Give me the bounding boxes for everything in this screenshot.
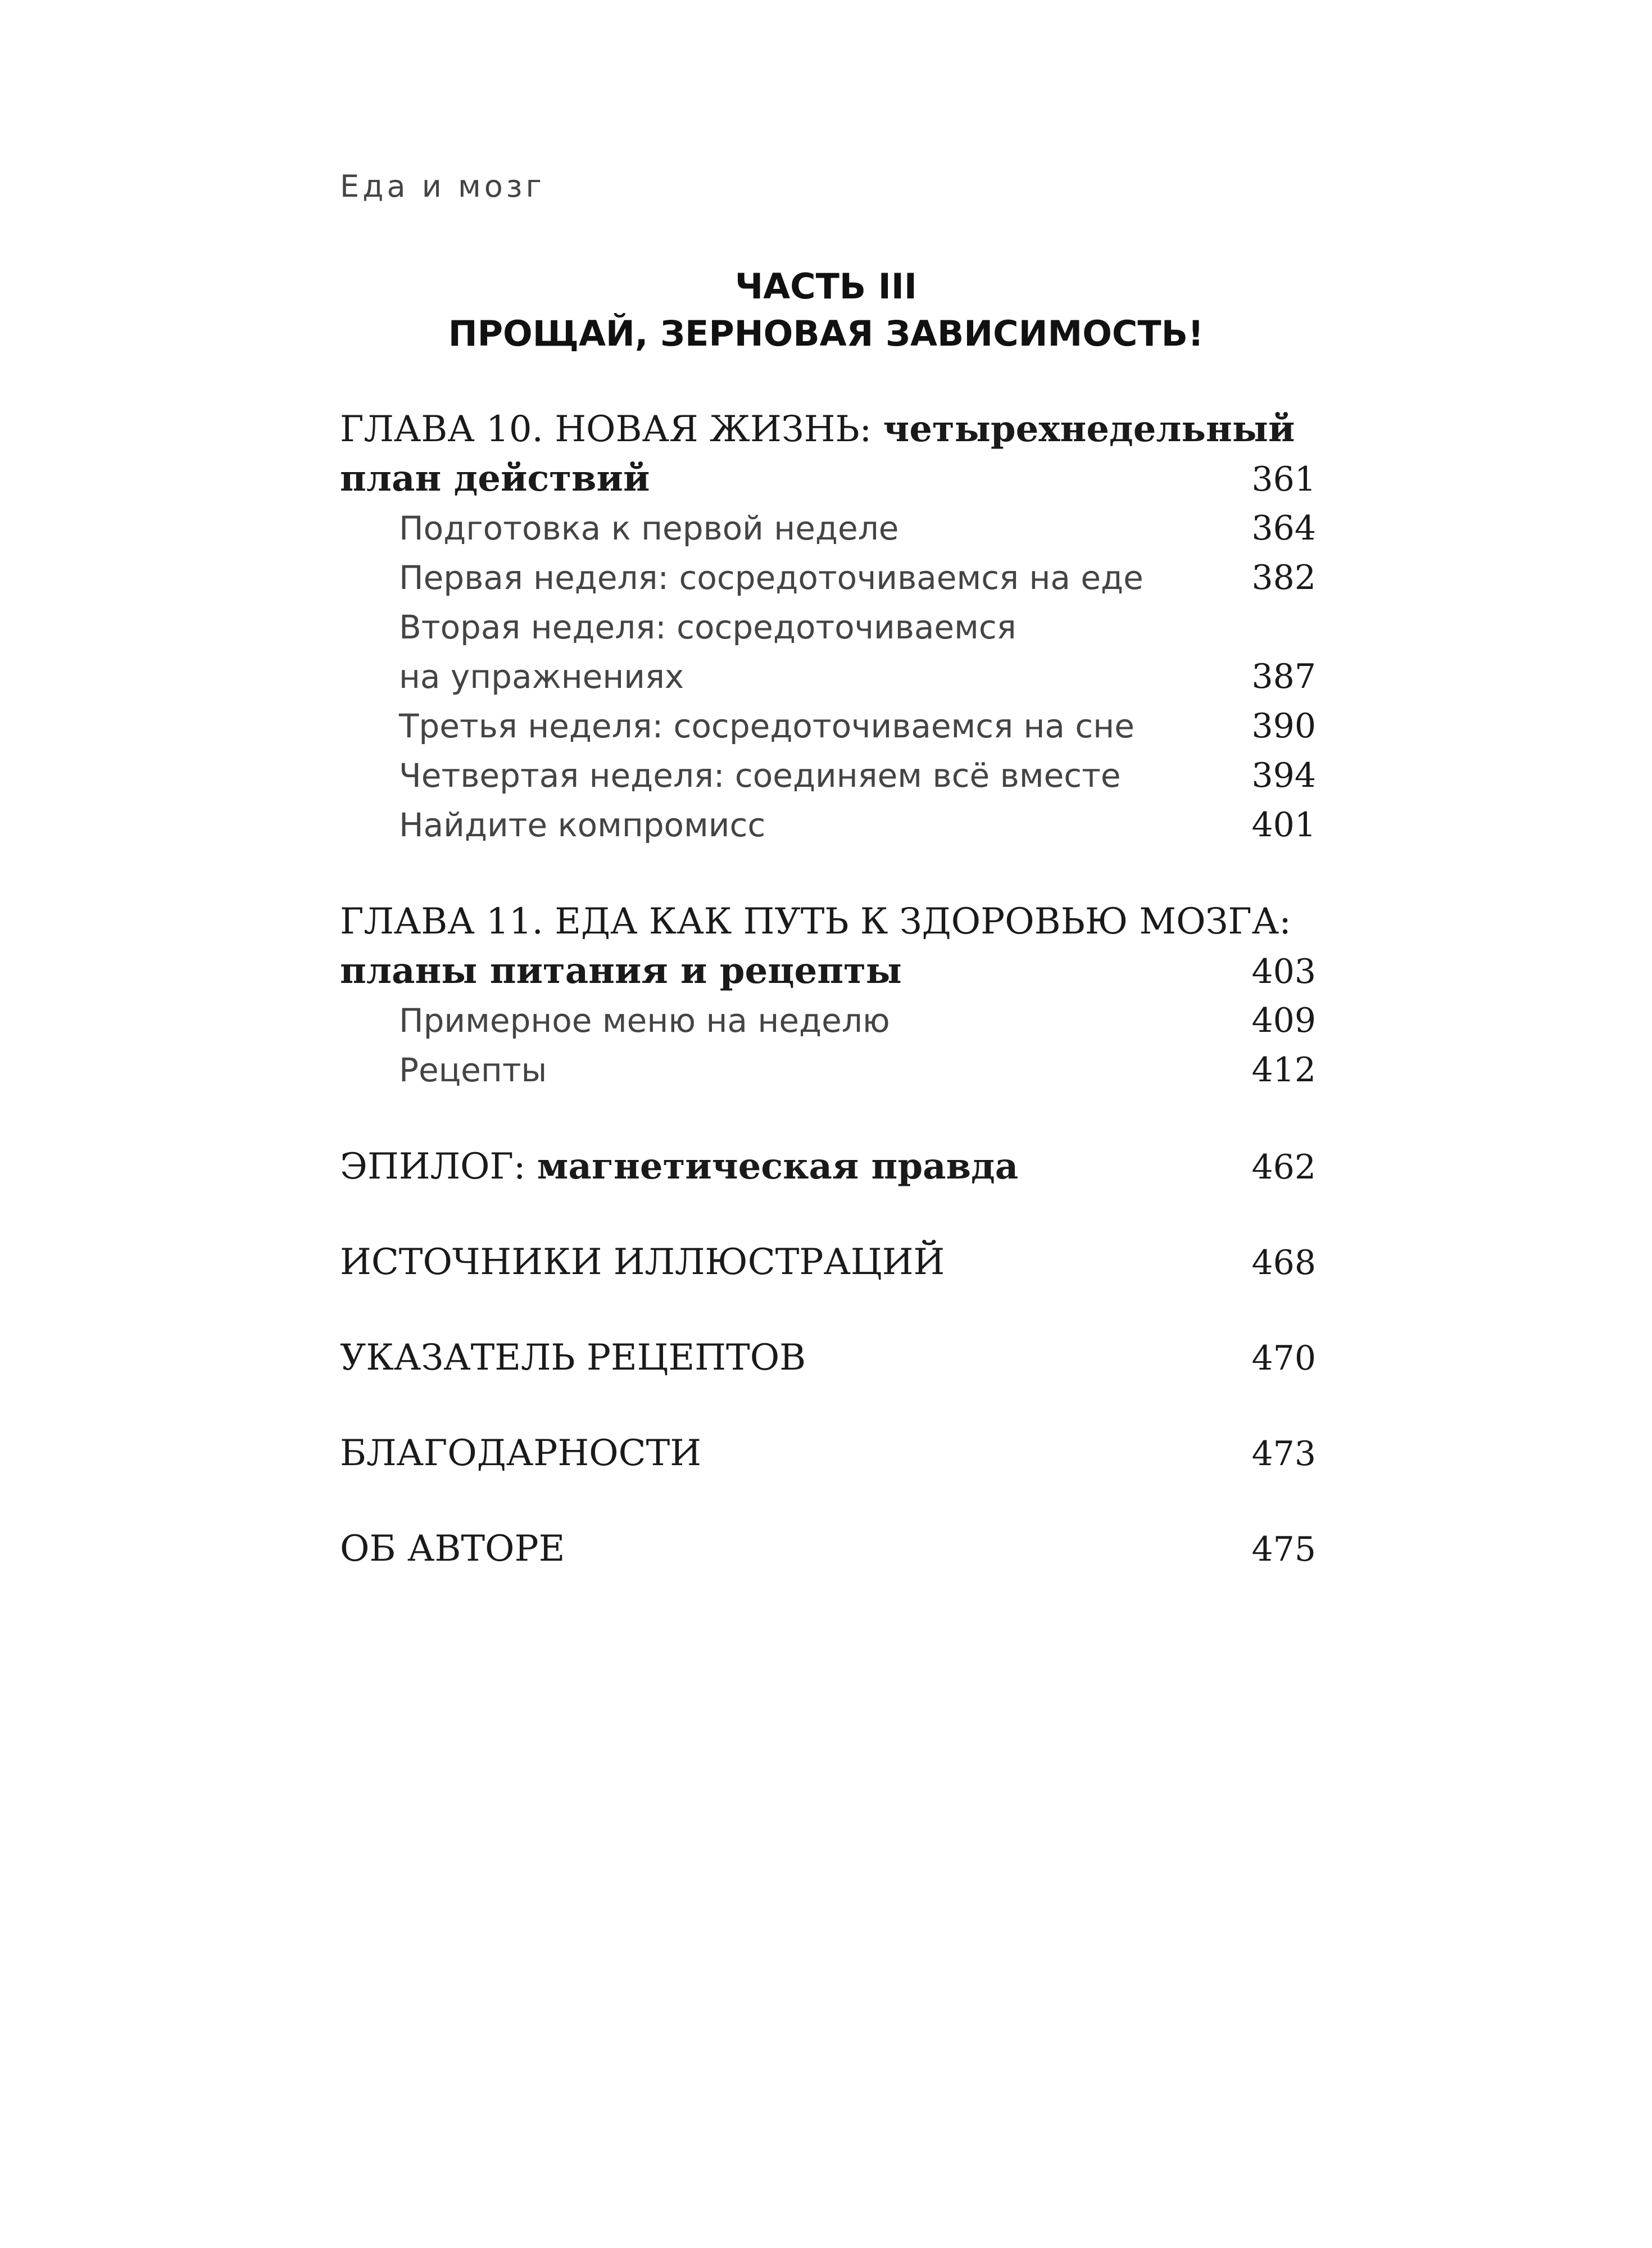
toc-entry-about-author bbox=[340, 1524, 1316, 1574]
toc-section-row bbox=[340, 504, 1316, 553]
page-number: 390 bbox=[1251, 706, 1316, 746]
section-title: Первая неделя: сосредоточиваемся на еде bbox=[399, 559, 1143, 597]
entry-title-caps: УКАЗАТЕЛЬ РЕЦЕПТОВ bbox=[340, 1337, 806, 1379]
page-number: 475 bbox=[1251, 1530, 1316, 1569]
section-title: Третья неделя: сосредоточиваемся на сне bbox=[399, 707, 1134, 745]
chapter-title-lower: планы питания и рецепты bbox=[340, 950, 902, 992]
toc-entry-acknowledgements bbox=[340, 1429, 1316, 1478]
chapter-title-lower: четырехнедельный bbox=[883, 408, 1295, 450]
chapter-title-caps: ГЛАВА 11. ЕДА КАК ПУТЬ К ЗДОРОВЬЮ МОЗГА: bbox=[340, 901, 1291, 942]
part-number: ЧАСТЬ III bbox=[735, 266, 917, 307]
section-title-continued: на упражнениях bbox=[399, 658, 684, 696]
chapter-title-lower: план действий bbox=[340, 457, 650, 500]
section-title: Примерное меню на неделю bbox=[399, 1001, 890, 1040]
toc-entry-recipe-index bbox=[340, 1333, 1316, 1383]
section-title: Подготовка к первой неделе bbox=[399, 509, 899, 547]
page-number: 382 bbox=[1251, 558, 1316, 597]
page-number: 364 bbox=[1251, 509, 1316, 548]
toc-section-row bbox=[340, 652, 1316, 701]
page-number: 403 bbox=[1251, 952, 1316, 991]
toc-entry-illustration-sources bbox=[340, 1238, 1316, 1287]
page-number: 412 bbox=[1251, 1050, 1316, 1090]
part-heading bbox=[0, 263, 1652, 357]
entry-title-caps: БЛАГОДАРНОСТИ bbox=[340, 1433, 702, 1474]
section-title: Найдите компромисс bbox=[399, 806, 766, 844]
entry-title-lower: магнетическая правда bbox=[537, 1145, 1019, 1188]
part-title: ПРОЩАЙ, ЗЕРНОВАЯ ЗАВИСИМОСТЬ! bbox=[448, 313, 1204, 354]
chapter-title-line bbox=[340, 897, 1316, 946]
toc-chapter-10 bbox=[340, 405, 1316, 850]
entry-title-caps: ОБ АВТОРЕ bbox=[340, 1528, 565, 1570]
toc-section-row bbox=[340, 553, 1316, 602]
page-number: 394 bbox=[1251, 756, 1316, 795]
chapter-title-caps: ГЛАВА 10. НОВАЯ ЖИЗНЬ: bbox=[340, 409, 872, 450]
toc-section-row bbox=[340, 800, 1316, 850]
chapter-title-line bbox=[340, 405, 1316, 454]
toc-entry-epilogue bbox=[340, 1142, 1316, 1191]
toc-section-row bbox=[340, 1045, 1316, 1095]
page-number: 387 bbox=[1251, 657, 1316, 696]
toc-section-row bbox=[340, 751, 1316, 800]
section-title: Рецепты bbox=[399, 1051, 547, 1089]
running-head: Еда и мозг bbox=[340, 169, 545, 204]
entry-title-caps: ЭПИЛОГ: bbox=[340, 1146, 526, 1188]
toc-section-row bbox=[340, 996, 1316, 1045]
page-number: 470 bbox=[1251, 1339, 1316, 1378]
table-of-contents bbox=[340, 405, 1316, 1620]
page-number: 468 bbox=[1251, 1243, 1316, 1282]
page-number: 473 bbox=[1251, 1434, 1316, 1474]
page-number: 361 bbox=[1251, 460, 1316, 499]
section-title: Четвертая неделя: соединяем всё вместе bbox=[399, 756, 1121, 795]
entry-title-caps: ИСТОЧНИКИ ИЛЛЮСТРАЦИЙ bbox=[340, 1241, 945, 1283]
chapter-title-row bbox=[340, 454, 1316, 504]
chapter-title-row bbox=[340, 946, 1316, 996]
section-title: Вторая неделя: сосредоточиваемся bbox=[399, 608, 1016, 646]
toc-section-row bbox=[340, 701, 1316, 751]
page-number: 409 bbox=[1251, 1001, 1316, 1040]
page-number: 462 bbox=[1251, 1148, 1316, 1187]
toc-chapter-11 bbox=[340, 897, 1316, 1095]
page-number: 401 bbox=[1251, 805, 1316, 845]
